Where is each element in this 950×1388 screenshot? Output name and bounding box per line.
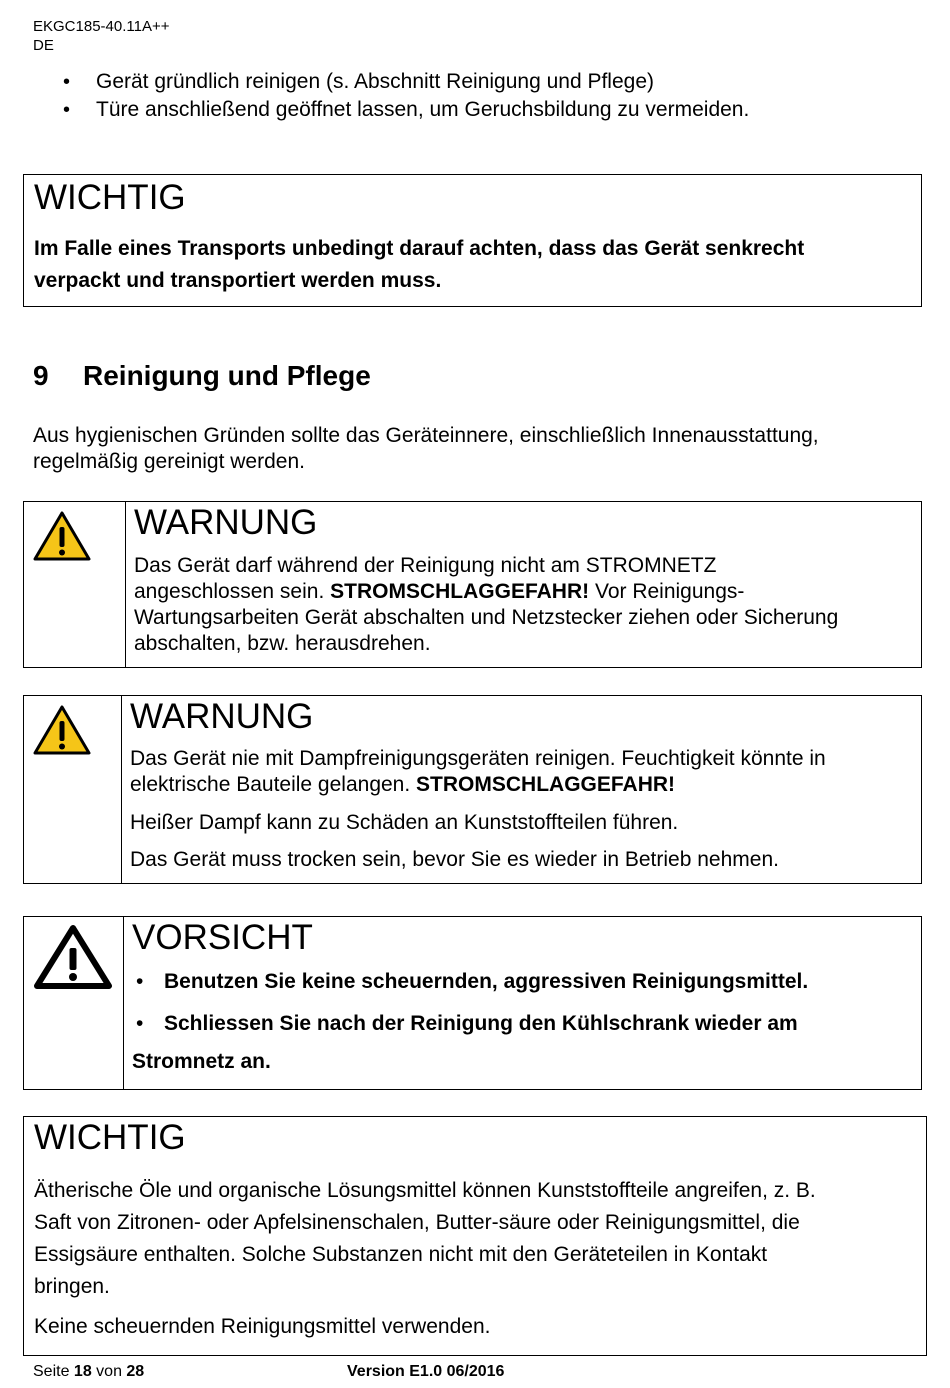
list-item: • Gerät gründlich reinigen (s. Abschnitt Reinigung und Pflege): [33, 68, 749, 96]
important-text: Ätherische Öle und organische Lösungsmittel können Kunststoffteile angreifen, z. B. Saft von Zitronen- oder Apfelsinenschalen, Butter-säure oder Reinigungsmittel, die Essigsäure enthalten. Solche Substanzen nicht mit den Geräteteilen in Kontakt bringen.: [34, 1179, 816, 1298]
icon-cell: [24, 917, 124, 1089]
danger-label: STROMSCHLAGGEFAHR!: [416, 773, 676, 796]
important-text-last: Keine scheuernden Reinigungsmittel verwenden.: [34, 1315, 491, 1338]
section-number: 9: [33, 360, 49, 391]
section-heading: [33, 360, 371, 392]
icon-cell: [24, 502, 126, 667]
caution-title: VORSICHT: [132, 918, 313, 957]
caution-triangle-icon: [33, 924, 113, 990]
important-notice-box: [23, 174, 922, 307]
page-number: Seite 18 von 28: [33, 1363, 145, 1380]
warning-text: Das Gerät darf während der Reinigung nicht am STROMNETZ angeschlossen sein. STROMSCHLAGGEFAHR! Vor Reinigungs- Wartungsarbeiten Gerät abschalten und Netzstecker ziehen oder Sicherung abschalten, bzw. herausdrehen.: [134, 554, 839, 655]
important-title: WICHTIG: [34, 178, 186, 217]
caution-continuation: Stromnetz an.: [132, 1050, 271, 1073]
caution-box: [23, 916, 922, 1090]
model-number: EKGC185-40.11A++: [33, 18, 170, 35]
list-item: • Türe anschließend geöffnet lassen, um Geruchsbildung zu vermeiden.: [33, 96, 749, 124]
important-text: Im Falle eines Transports unbedingt darauf achten, dass das Gerät senkrecht verpackt und transportiert werden muss.: [34, 237, 805, 292]
warning-box-1: [23, 501, 922, 668]
important-notice-box-2: [23, 1116, 927, 1356]
section-intro: Aus hygienischen Gründen sollte das Geräteinnere, einschließlich Innenausstattung, regelmäßig gereinigt werden.: [33, 424, 819, 473]
caution-list: [132, 969, 808, 1037]
warning-box-2: [23, 695, 922, 884]
warning-title: WARNUNG: [134, 503, 318, 542]
list-item: • Schliessen Sie nach der Reinigung den Kühlschrank wieder am: [132, 1011, 808, 1037]
warning-text-dry: Das Gerät muss trocken sein, bevor Sie es wieder in Betrieb nehmen.: [130, 848, 779, 871]
warning-triangle-icon: [32, 510, 92, 562]
section-title: Reinigung und Pflege: [83, 360, 371, 391]
warning-text-steam: Heißer Dampf kann zu Schäden an Kunststoffteilen führen.: [130, 811, 679, 834]
warning-title: WARNUNG: [130, 697, 314, 736]
important-title: WICHTIG: [34, 1118, 186, 1157]
danger-label: STROMSCHLAGGEFAHR!: [330, 580, 590, 603]
warning-triangle-icon: [32, 704, 92, 756]
version-label: Version E1.0 06/2016: [347, 1363, 505, 1380]
list-item: • Benutzen Sie keine scheuernden, aggressiven Reinigungsmittel.: [132, 969, 808, 995]
language-code: DE: [33, 37, 54, 54]
intro-bullet-list: [33, 68, 749, 124]
icon-cell: [24, 696, 122, 883]
warning-text: Das Gerät nie mit Dampfreinigungsgeräten reinigen. Feuchtigkeit könnte in elektrische Bauteile gelangen. STROMSCHLAGGEFAHR!: [130, 747, 826, 796]
